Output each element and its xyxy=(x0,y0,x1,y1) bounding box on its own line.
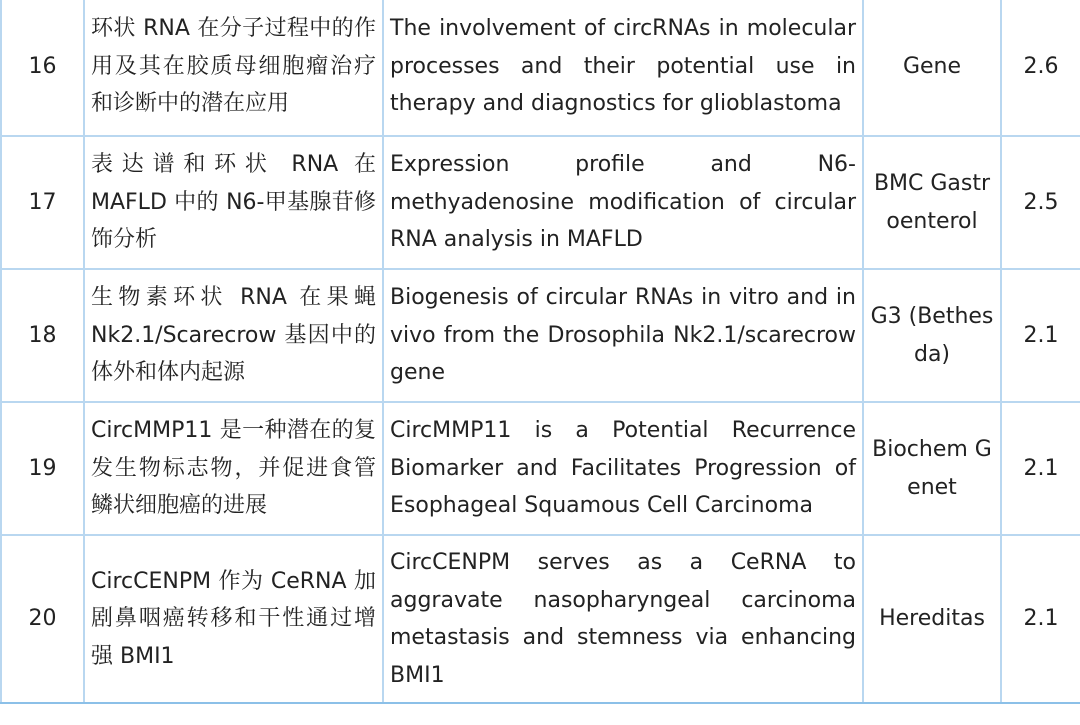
impact-factor: 2.1 xyxy=(1001,402,1080,535)
papers-table-body xyxy=(1,0,1080,703)
table-row xyxy=(1,269,1080,402)
journal-name: Hereditas xyxy=(863,535,1001,703)
table-row xyxy=(1,535,1080,703)
impact-factor: 2.1 xyxy=(1001,535,1080,703)
journal-name: Gene xyxy=(863,0,1001,136)
title-english: CircMMP11 is a Potential Recurrence Biomarker and Facilitates Progression of Esophageal Squamous Cell Carcinoma xyxy=(383,402,863,535)
row-number: 20 xyxy=(1,535,84,703)
row-number: 16 xyxy=(1,0,84,136)
title-chinese: 环状 RNA 在分子过程中的作用及其在胶质母细胞瘤治疗和诊断中的潜在应用 xyxy=(84,0,383,136)
impact-factor: 2.5 xyxy=(1001,136,1080,269)
journal-name: BMC Gastroenterol xyxy=(863,136,1001,269)
title-english: CircCENPM serves as a CeRNA to aggravate nasopharyngeal carcinoma metastasis and stemness via enhancing BMI1 xyxy=(383,535,863,703)
journal-name: Biochem Genet xyxy=(863,402,1001,535)
title-english: Expression profile and N6-methyadenosine modification of circular RNA analysis in MAFLD xyxy=(383,136,863,269)
title-chinese: CircCENPM 作为 CeRNA 加剧鼻咽癌转移和干性通过增强 BMI1 xyxy=(84,535,383,703)
title-english: The involvement of circRNAs in molecular processes and their potential use in therapy and diagnostics for glioblastoma xyxy=(383,0,863,136)
row-number: 18 xyxy=(1,269,84,402)
title-chinese: 表达谱和环状 RNA 在 MAFLD 中的 N6-甲基腺苷修饰分析 xyxy=(84,136,383,269)
table-row xyxy=(1,136,1080,269)
impact-factor: 2.1 xyxy=(1001,269,1080,402)
journal-name: G3 (Bethesda) xyxy=(863,269,1001,402)
title-chinese: CircMMP11 是一种潜在的复发生物标志物，并促进食管鳞状细胞癌的进展 xyxy=(84,402,383,535)
title-english: Biogenesis of circular RNAs in vitro and in vivo from the Drosophila Nk2.1/scarecrow gene xyxy=(383,269,863,402)
table-row xyxy=(1,0,1080,136)
row-number: 19 xyxy=(1,402,84,535)
table-row xyxy=(1,402,1080,535)
impact-factor: 2.6 xyxy=(1001,0,1080,136)
row-number: 17 xyxy=(1,136,84,269)
title-chinese: 生物素环状 RNA 在果蝇 Nk2.1/Scarecrow 基因中的体外和体内起源 xyxy=(84,269,383,402)
